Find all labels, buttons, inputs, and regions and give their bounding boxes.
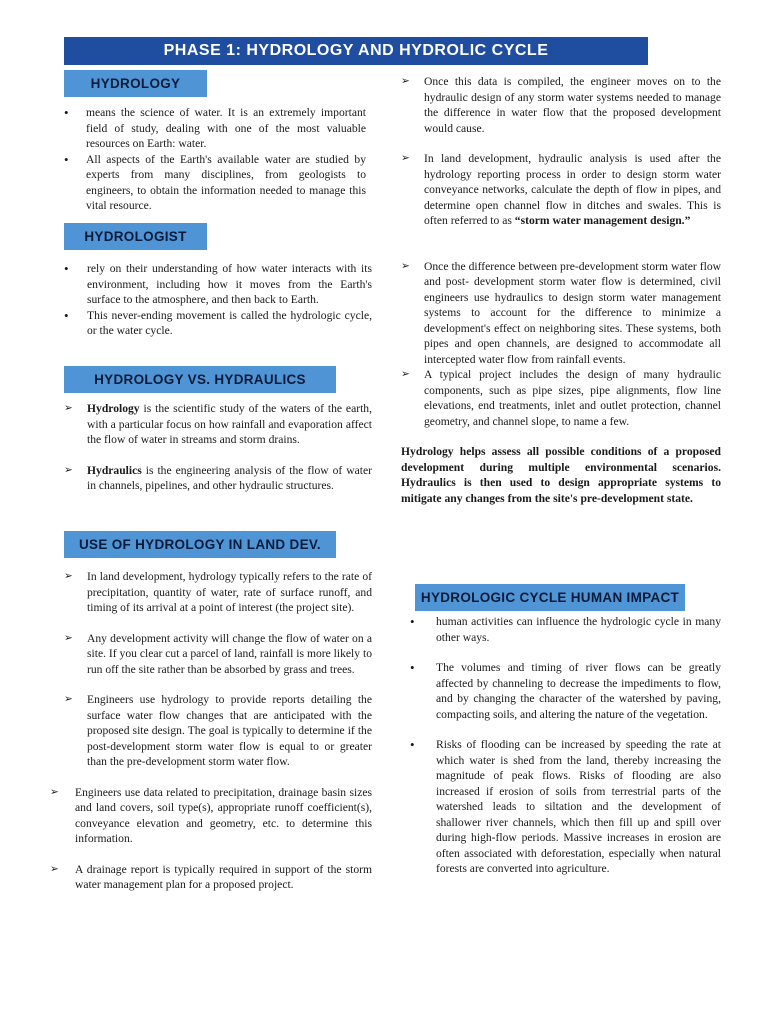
storm-water-management-design: “storm water management design.” [514, 214, 691, 227]
bullet-icon: • [64, 261, 69, 276]
arrow-bullet-icon: ➢ [50, 863, 59, 875]
use-of-hydrology-section [50, 569, 372, 893]
arrow-bullet-icon: ➢ [64, 403, 73, 414]
list-item [410, 660, 721, 722]
list-item [64, 105, 366, 152]
list-item [64, 308, 372, 339]
list-item [410, 614, 721, 645]
use-item-text: In land development, hydrology typically refers to the rate of precipitation, quantity of water, rate of surface runoff, and timing of its arrival at a point of interest (the project site). [87, 570, 372, 614]
bullet-icon: • [64, 105, 69, 120]
bullet-icon: • [410, 660, 415, 675]
hydrology-item-text: means the science of water. It is an extremely important field of study, dealing with one of the most valuable resources on Earth: water. [86, 106, 366, 150]
arrow-bullet-icon: ➢ [401, 76, 410, 87]
use-item-text: Any development activity will change the flow of water on a site. If you clear cut a parcel of land, rainfall is more likely to run off the site rather than be absorbed by grass and trees. [87, 631, 372, 676]
list-item [401, 259, 721, 368]
page-title: PHASE 1: HYDROLOGY AND HYDROLIC CYCLE [64, 37, 648, 65]
hydraulics-item-text: In land development, hydraulic analysis is used after the hydrology reporting process in order to design storm water conveyance networks, calculate the depth of flow in pipes, and determine open channel flow in ditches and swales. This is often referred to as [424, 152, 721, 227]
hydrology-section [64, 105, 366, 214]
use-item-text: Engineers use data related to precipitation, drainage basin sizes and land covers, soil type(s), appropriate runoff coefficient(s), conveyance elevation and geometry, etc. to determine this information. [75, 785, 372, 845]
impact-item-text: human activities can influence the hydrologic cycle in many other ways. [436, 615, 721, 644]
heading-hydrology-vs-hydraulics: HYDROLOGY VS. HYDRAULICS [64, 366, 336, 393]
bullet-icon: • [64, 151, 69, 167]
use-item-text: A drainage report is typically required in support of the storm water management plan for a proposed project. [75, 862, 372, 891]
term-hydraulics: Hydraulics [87, 463, 142, 477]
heading-hydrologist: HYDROLOGIST [64, 223, 207, 250]
hydrologist-section [64, 261, 372, 339]
list-item [64, 261, 372, 308]
human-impact-section [410, 614, 721, 877]
list-item [64, 152, 366, 214]
bullet-icon: • [64, 307, 69, 323]
heading-use-of-hydrology: USE OF HYDROLOGY IN LAND DEV. [64, 531, 336, 558]
definition-text: is the engineering analysis of the flow of water in channels, pipelines, and other hydraulic structures. [87, 463, 372, 492]
arrow-bullet-icon: ➢ [401, 260, 410, 272]
arrow-bullet-icon: ➢ [50, 786, 59, 798]
use-item-text: Engineers use hydrology to provide reports detailing the surface water flow changes that are anticipated with the proposed site design. The goal is typically to determine if the post-development storm water flow is equal to or greater than the pre-development storm water flow. [87, 693, 372, 768]
list-item [64, 631, 372, 678]
heading-hydrology: HYDROLOGY [64, 70, 207, 97]
hydraulics-section [401, 74, 721, 506]
heading-human-impact: HYDROLOGIC CYCLE HUMAN IMPACT [415, 584, 685, 611]
list-item [401, 74, 721, 136]
list-item [64, 692, 372, 770]
arrow-bullet-icon: ➢ [64, 571, 73, 582]
list-item [64, 401, 372, 448]
bullet-icon: • [410, 614, 415, 629]
hydraulics-item-text: A typical project includes the design of many hydraulic components, such as pipe sizes, pipe alignments, flow line elevations, end treatments, inlet and outlet protection, channel geometry, and channel slope, to name a few. [424, 368, 721, 428]
list-item [410, 737, 721, 877]
arrow-bullet-icon: ➢ [64, 464, 73, 476]
arrow-bullet-icon: ➢ [401, 153, 410, 164]
list-item [64, 463, 372, 494]
list-item [401, 367, 721, 429]
term-hydrology: Hydrology [87, 402, 140, 415]
summary-paragraph: Hydrology helps assess all possible conditions of a proposed development during multiple environmental scenarios. Hydraulics is then used to design appropriate systems to mitigate any changes from the site's pre-development state. [401, 445, 721, 505]
list-item [64, 569, 372, 616]
arrow-bullet-icon: ➢ [64, 694, 73, 705]
list-item [52, 862, 372, 893]
hydraulics-item-text: Once the difference between pre-development storm water flow and post- development storm water flow is determined, civil engineers use hydraulics to design storm water management systems to account for the difference to minimize a development's effect on neighboring sites. These systems, both pipes and open channels, are designed to accommodate all intercepted water flow from rainfall events. [424, 259, 721, 366]
list-item [52, 785, 372, 847]
hydrologist-item-text: rely on their understanding of how water interacts with its environment, including how it moves from the Earth's surface to the atmosphere, and then back to Earth. [87, 262, 372, 306]
impact-item-text: Risks of flooding can be increased by speeding the rate at which water is shed from the land, thereby increasing the magnitude of peak flows. Risks of flooding are also increased if erosion of soils from terrestrial parts of the watershed leads to siltation and the development of shallower river channels, which then fill up and spill over during high-flow periods. Massive increases in erosion are often associated with deforestation, especially when natural forests are converted into agriculture. [436, 738, 721, 875]
list-item [401, 151, 721, 229]
bullet-icon: • [410, 737, 415, 752]
hydrology-item-text: All aspects of the Earth's available water are studied by experts from many disciplines, from geologists to engineers, to obtain the information needed to manage this vital resource. [86, 152, 366, 212]
hydraulics-item-text: Once this data is compiled, the engineer moves on to the hydraulic design of any storm water systems needed to manage the difference in water flow that the proposed development would cause. [424, 75, 721, 135]
definition-text: is the scientific study of the waters of the earth, with a particular focus on how rainfall and evaporation affect the flow of water in streams and storm drains. [87, 402, 372, 446]
arrow-bullet-icon: ➢ [64, 632, 73, 644]
hydrologist-item-text: This never-ending movement is called the hydrologic cycle, or the water cycle. [87, 308, 372, 337]
hydrology-vs-hydraulics-section [64, 401, 372, 494]
impact-item-text: The volumes and timing of river flows can be greatly affected by channeling to decrease the impediments to flow, and by changing the character of the watershed by paving, compacting soils, and altering the nature of the vegetation. [436, 661, 721, 721]
arrow-bullet-icon: ➢ [401, 369, 410, 380]
